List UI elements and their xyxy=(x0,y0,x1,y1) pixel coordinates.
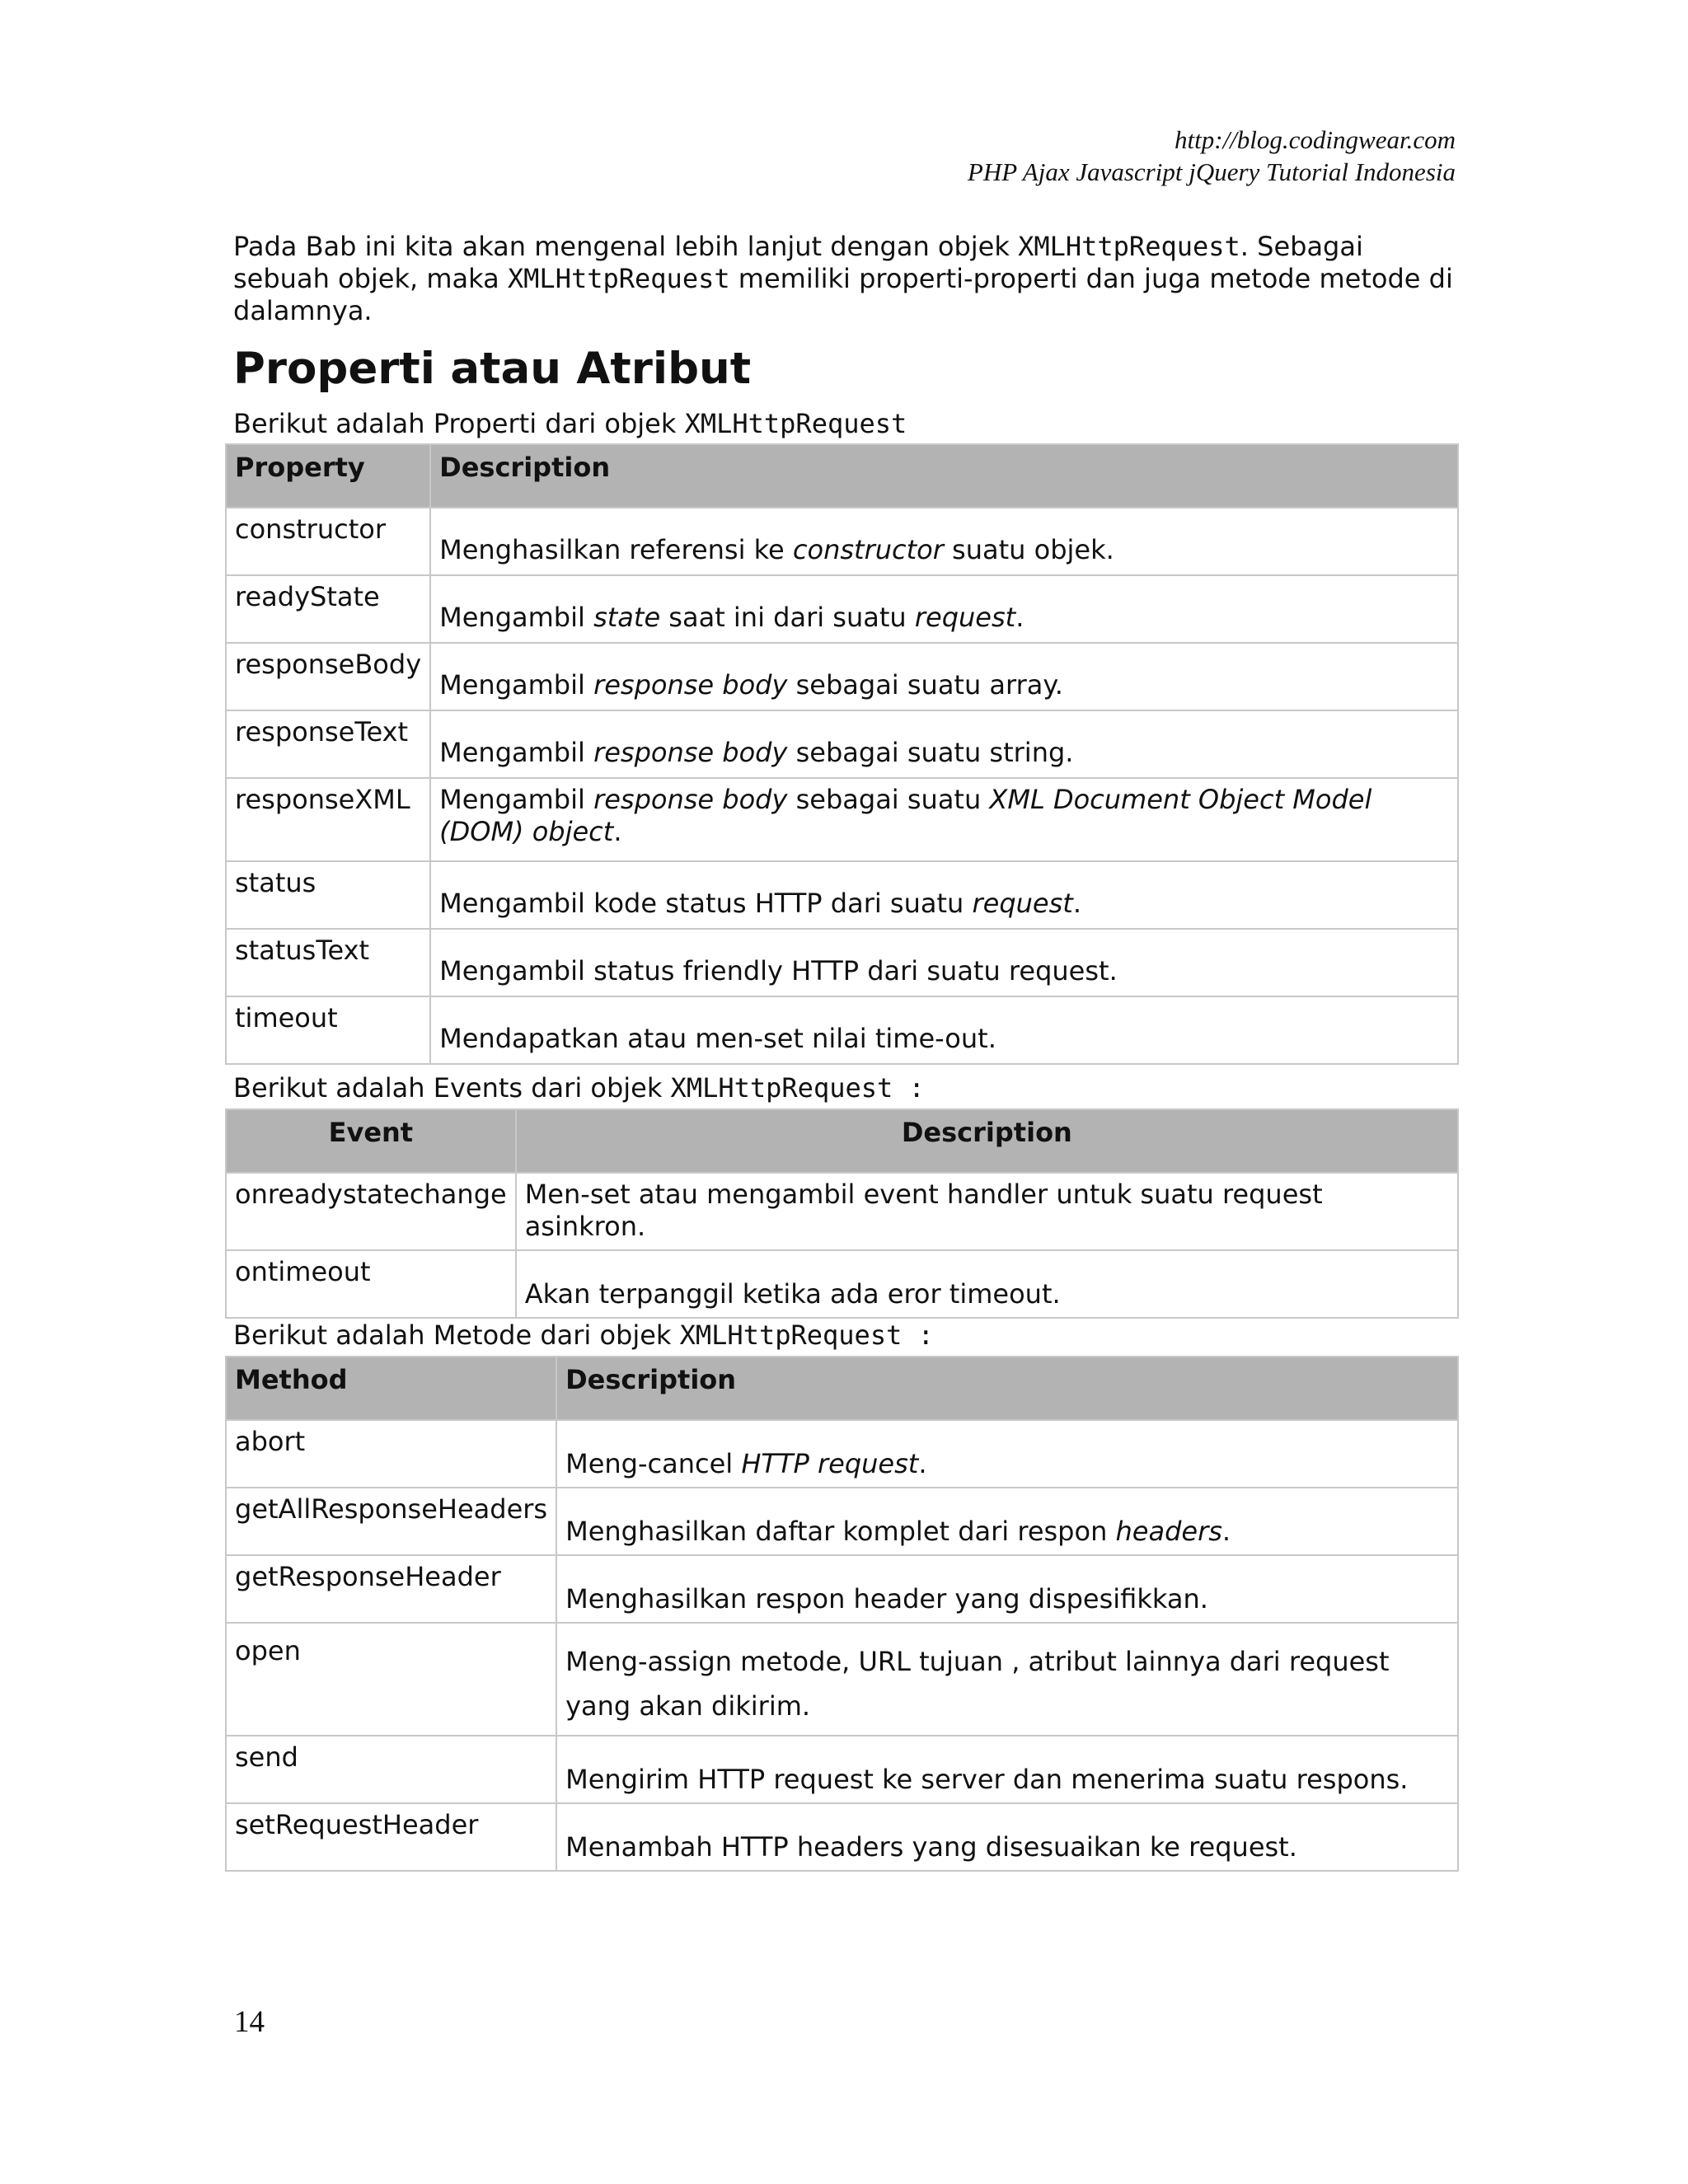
property-description: Menghasilkan referensi ke constructor suatu objek. xyxy=(430,508,1458,575)
property-description: Mengambil status friendly HTTP dari suatu request. xyxy=(430,929,1458,996)
section-title: Properti atau Atribut xyxy=(233,344,752,394)
table-row xyxy=(226,778,1458,861)
events-caption xyxy=(233,1071,1458,1104)
method-name: getAllResponseHeaders xyxy=(226,1488,556,1555)
method-name: abort xyxy=(226,1420,556,1488)
page-header xyxy=(968,124,1456,188)
table-row xyxy=(226,710,1458,778)
col-header-description: Description xyxy=(430,444,1458,508)
method-description: Meng-cancel HTTP request. xyxy=(556,1420,1458,1488)
properties-caption-code: XMLHttpRequest xyxy=(684,408,907,439)
table-header-row xyxy=(226,444,1458,508)
intro-text-1: Pada Bab ini kita akan mengenal lebih lanjut dengan objek xyxy=(233,231,1019,262)
intro-code-1: XMLHttpRequest xyxy=(1018,231,1240,262)
property-description: Mengambil response body sebagai suatu XML Document Object Model (DOM) object. xyxy=(430,778,1458,861)
col-header-event: Event xyxy=(226,1109,516,1173)
property-name: statusText xyxy=(226,929,430,996)
method-description: Mengirim HTTP request ke server dan menerima suatu respons. xyxy=(556,1736,1458,1803)
table-row xyxy=(226,996,1458,1064)
table-row xyxy=(226,1173,1458,1250)
methods-table xyxy=(225,1356,1459,1872)
col-header-description: Description xyxy=(556,1357,1458,1420)
method-name: getResponseHeader xyxy=(226,1555,556,1623)
properties-caption-text: Berikut adalah Properti dari objek xyxy=(233,408,685,439)
col-header-method: Method xyxy=(226,1357,556,1420)
properties-table xyxy=(225,443,1459,1065)
property-name: constructor xyxy=(226,508,430,575)
table-row xyxy=(226,1420,1458,1488)
header-url: http://blog.codingwear.com xyxy=(1175,125,1456,154)
intro-paragraph xyxy=(233,231,1458,327)
property-name: timeout xyxy=(226,996,430,1064)
events-caption-code: XMLHttpRequest : xyxy=(670,1072,925,1104)
property-description: Mengambil kode status HTTP dari suatu request. xyxy=(430,861,1458,929)
table-row xyxy=(226,1803,1458,1871)
property-description: Mengambil state saat ini dari suatu request. xyxy=(430,575,1458,643)
table-row xyxy=(226,861,1458,929)
property-name: readyState xyxy=(226,575,430,643)
methods-caption-code: XMLHttpRequest : xyxy=(679,1319,934,1351)
method-name: open xyxy=(226,1623,556,1736)
event-name: onreadystatechange xyxy=(226,1173,516,1250)
table-header-row xyxy=(226,1109,1458,1173)
properties-caption xyxy=(233,407,1458,440)
method-description: Menghasilkan respon header yang dispesifikkan. xyxy=(556,1555,1458,1623)
col-header-description: Description xyxy=(516,1109,1458,1173)
property-name: responseXML xyxy=(226,778,430,861)
property-description: Mengambil response body sebagai suatu array. xyxy=(430,643,1458,710)
methods-caption-text: Berikut adalah Metode dari objek xyxy=(233,1319,680,1351)
methods-caption xyxy=(233,1319,1458,1352)
page-number: 14 xyxy=(234,2005,265,2039)
header-subtitle: PHP Ajax Javascript jQuery Tutorial Indonesia xyxy=(967,157,1456,186)
event-description: Men-set atau mengambil event handler untuk suatu request asinkron. xyxy=(516,1173,1458,1250)
events-table xyxy=(225,1108,1459,1319)
method-description: Menghasilkan daftar komplet dari respon headers. xyxy=(556,1488,1458,1555)
property-name: responseBody xyxy=(226,643,430,710)
table-row xyxy=(226,643,1458,710)
table-row xyxy=(226,1736,1458,1803)
table-row xyxy=(226,575,1458,643)
event-description: Akan terpanggil ketika ada eror timeout. xyxy=(516,1250,1458,1318)
table-row xyxy=(226,1555,1458,1623)
table-row xyxy=(226,508,1458,575)
intro-code-2: XMLHttpRequest xyxy=(507,263,730,294)
intro-text-2: . Sebagai sebuah objek, maka xyxy=(233,231,1363,294)
table-row xyxy=(226,1250,1458,1318)
property-description: Mendapatkan atau men-set nilai time-out. xyxy=(430,996,1458,1064)
table-row xyxy=(226,1623,1458,1736)
property-description: Mengambil response body sebagai suatu string. xyxy=(430,710,1458,778)
method-name: send xyxy=(226,1736,556,1803)
property-name: status xyxy=(226,861,430,929)
table-row xyxy=(226,1488,1458,1555)
table-header-row xyxy=(226,1357,1458,1420)
property-name: responseText xyxy=(226,710,430,778)
intro-text-3: memiliki properti-properti dan juga metode metode di dalamnya. xyxy=(233,263,1453,326)
table-row xyxy=(226,929,1458,996)
method-description: Menambah HTTP headers yang disesuaikan ke request. xyxy=(556,1803,1458,1871)
col-header-property: Property xyxy=(226,444,430,508)
event-name: ontimeout xyxy=(226,1250,516,1318)
events-caption-text: Berikut adalah Events dari objek xyxy=(233,1072,671,1104)
method-description: Meng-assign metode, URL tujuan , atribut lainnya dari request yang akan dikirim. xyxy=(556,1623,1458,1736)
method-name: setRequestHeader xyxy=(226,1803,556,1871)
